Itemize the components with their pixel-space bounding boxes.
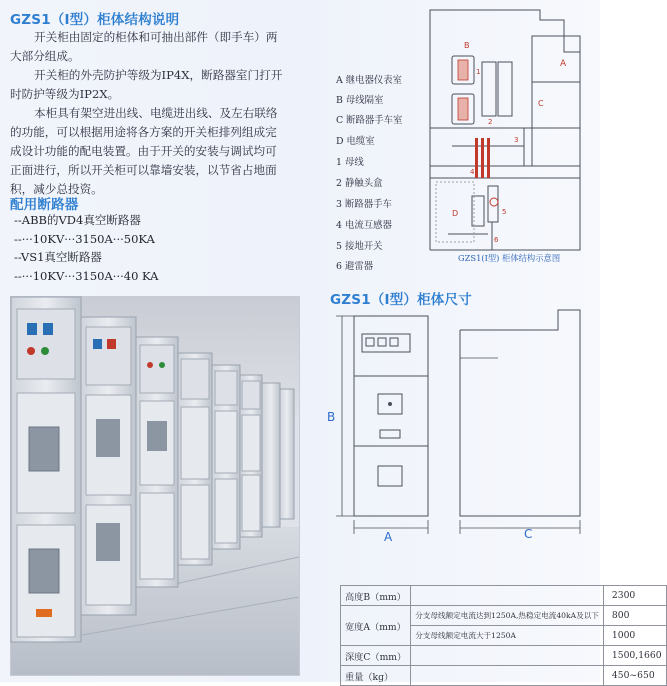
breakers-list [14,211,159,285]
breaker-item: --···10KV···3150A···40 KA [14,268,159,283]
intro-line: 成设计功能的配电装置。由于开关的安装与调试均可 [10,144,277,158]
breaker-item: --···10KV···3150A···50KA [14,231,155,246]
spec-condition-cell: 分支母线额定电流大于1250A [411,626,604,646]
spec-value-cell: 800 [603,606,666,626]
legend-item: 6 避雷器 [336,261,374,272]
dimensions-title: GZS1（I型）柜体尺寸 [330,292,472,308]
zone-label-b: B [464,41,470,50]
part-number: 3 [514,136,519,144]
legend-item: D 电缆室 [336,136,375,147]
zone-label-a: A [560,59,567,69]
spec-name-cell: 高度B（mm） [341,586,411,606]
part-number: 6 [494,236,499,244]
table-row [341,586,667,606]
switchgear-photo [10,296,300,676]
part-number: 2 [488,118,493,126]
breaker-item: --ABB的VD4真空断路器 [14,213,141,227]
part-number: 1 [476,68,481,76]
diagram-caption: GZS1(I型) 柜体结构示意图 [458,253,561,263]
dimension-label-c: C [524,527,533,541]
structure-title: GZS1（I型）柜体结构说明 [10,12,180,28]
intro-line: 时防护等级为IP2X。 [10,87,120,101]
legend-item: 4 电流互感器 [336,220,392,231]
legend-item: 5 接地开关 [336,241,383,252]
intro-line: 积，减少总投资。 [10,182,103,196]
intro-line: 大部分组成。 [10,49,80,63]
legend-item: 3 断路器手车 [336,199,392,210]
spec-condition-cell [411,646,604,666]
intro-line: 开关柜由固定的柜体和可抽出部件（即手车）两 [34,30,278,44]
spec-name-cell: 深度C（mm） [341,646,411,666]
spec-condition-cell [411,586,604,606]
part-number: 5 [502,208,507,216]
legend-item: C 断路器手车室 [336,115,403,126]
dimension-label-b: B [327,410,336,424]
intro-line: 开关柜的外壳防护等级为IP4X，断路器室门打开 [34,68,283,82]
spec-value-cell: 1500,1660 [603,646,666,666]
intro-line: 本柜具有架空进出线、电缆进出线、及左右联络 [34,106,278,120]
table-row [341,646,667,666]
dimension-label-a: A [384,530,393,544]
table-row [341,606,667,626]
cabinet-structure-diagram [428,6,593,252]
legend-item: A 继电器仪表室 [336,75,403,86]
table-row [341,666,667,686]
intro-line: 的功能，可以根据用途将各方案的开关柜排列组成完 [10,125,277,139]
switchgear-photo-illustration [11,297,299,675]
spec-name-cell: 重量（kg） [341,666,411,686]
spec-condition-cell [411,666,604,686]
spec-value-cell: 1000 [603,626,666,646]
zone-label-c: C [538,99,544,108]
breakers-title: 配用断路器 [10,197,79,213]
dimension-drawings [322,306,596,544]
zone-label-d: D [452,209,459,218]
spec-value-cell: 2300 [603,586,666,606]
part-number: 4 [470,168,475,176]
spec-value-cell: 450~650 [603,666,666,686]
legend-item: 1 母线 [336,157,364,168]
structure-description [10,28,300,199]
intro-line: 正面进行，所以开关柜可以靠墙安装，以节省占地面 [10,163,277,177]
spec-table [340,585,667,686]
spec-name-cell: 宽度A（mm） [341,606,411,646]
legend-item: B 母线隔室 [336,95,384,106]
spec-condition-cell: 分支母线额定电流达到1250A,热稳定电流40kA及以下 [411,606,604,626]
legend-item: 2 静触头盒 [336,178,383,189]
breaker-item: --VS1真空断路器 [14,250,102,264]
